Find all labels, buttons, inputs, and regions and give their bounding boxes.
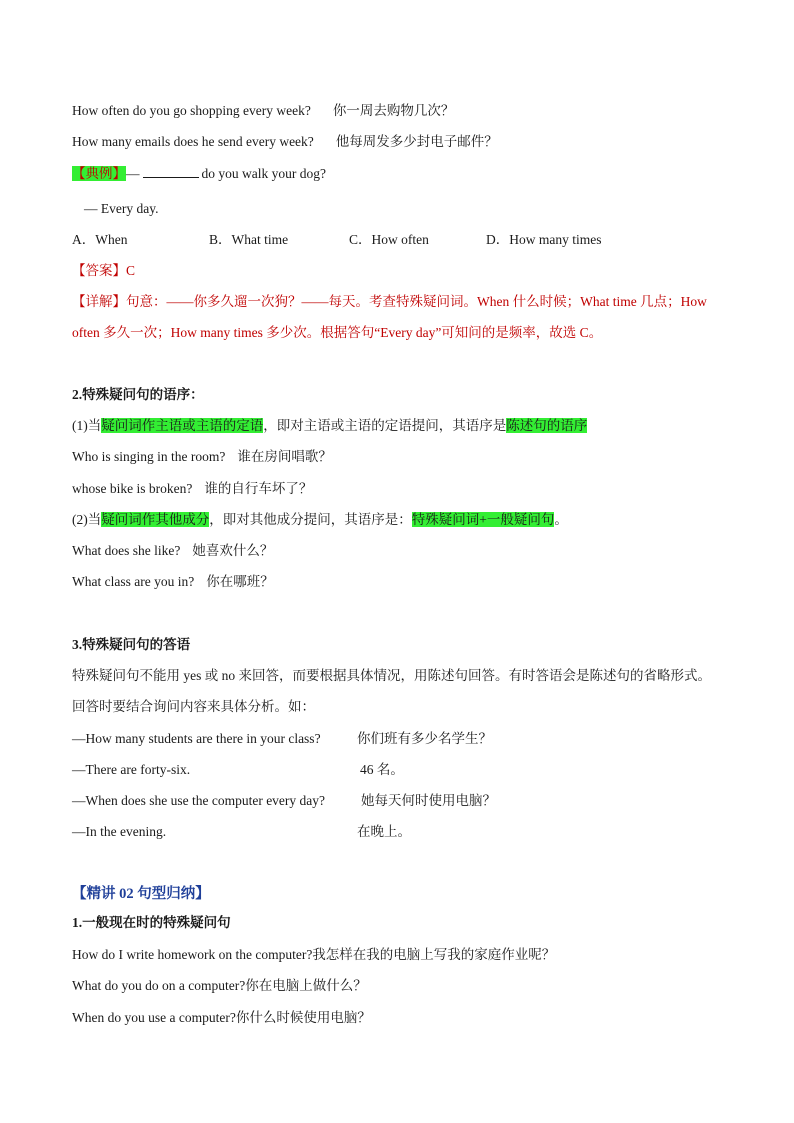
lecture-title: 【精讲 02 句型归纳】 (72, 886, 210, 902)
chinese-translation: 你们班有多少名学生？ (357, 731, 492, 746)
option-a: A．When (72, 232, 128, 247)
dash: — (126, 166, 140, 181)
rule-2 (72, 510, 568, 530)
english-text: How often do you go shopping every week? (72, 103, 311, 118)
rule-1-example-1 (72, 447, 332, 467)
answer-value: C (126, 263, 136, 278)
chinese-translation: 你一周去购物几次？ (332, 103, 455, 118)
english-text: —In the evening. (72, 824, 167, 839)
rule-text: 。 (554, 512, 568, 527)
english-text: What class are you in? (72, 574, 195, 589)
english-text: Who is singing in the room? (72, 449, 226, 464)
highlighted-text: 特殊疑问词+一般疑问句 (411, 512, 555, 527)
english-text: How many emails does he send every week? (72, 134, 314, 149)
chinese-translation: 谁在房间唱歌？ (237, 449, 332, 464)
detail-line-1 (72, 292, 707, 312)
paragraph-2: 回答时要结合询问内容来具体分析。如： (72, 699, 315, 714)
example-answer: — Every day. (84, 201, 159, 216)
dialogue-line-3 (72, 791, 632, 811)
highlighted-text: 疑问词作主语或主语的定语 (101, 418, 264, 433)
pattern-example-1: How do I write homework on the computer?我怎样在我的电脑上写我的家庭作业呢？ (72, 947, 556, 962)
rule-2-example-1 (72, 541, 273, 561)
rule-text: ，即对其他成分提问，其语序是： (209, 512, 412, 527)
answer-tag: 【答案】 (72, 263, 126, 278)
rule-text: (2)当 (72, 512, 102, 527)
example-tag: 【典例】 (72, 166, 126, 181)
example-question (72, 164, 326, 184)
detail-tag: 【详解】 (72, 294, 126, 309)
english-text: whose bike is broken? (72, 481, 193, 496)
chinese-translation: 你在哪班？ (206, 574, 274, 589)
pattern-example-2: What do you do on a computer?你在电脑上做什么？ (72, 978, 367, 993)
rule-2-example-2 (72, 572, 274, 592)
paragraph-1: 特殊疑问句不能用 yes 或 no 来回答，而要根据具体情况，用陈述句回答。有时答语会是陈述句的省略形式。 (72, 668, 711, 683)
highlighted-text: 疑问词作其他成分 (101, 512, 210, 527)
answer-line (72, 261, 135, 281)
option-c: C．How often (349, 232, 429, 247)
chinese-translation: 46 名。 (360, 762, 404, 777)
dialogue-line-4 (72, 822, 632, 842)
rule-1-example-2 (72, 479, 312, 499)
rule-text: (1)当 (72, 418, 102, 433)
section-heading-word-order: 2.特殊疑问句的语序： (72, 387, 204, 402)
english-text: —There are forty-six. (72, 762, 191, 777)
pattern-example-3: When do you use a computer?你什么时候使用电脑？ (72, 1010, 371, 1025)
option-b: B．What time (209, 232, 289, 247)
rule-text: ，即对主语或主语的定语提问，其语序是 (263, 418, 507, 433)
section-heading-present-tense: 1.一般现在时的特殊疑问句 (72, 915, 231, 930)
rule-1 (72, 416, 587, 436)
english-text: —When does she use the computer every day? (72, 793, 326, 808)
highlighted-text: 陈述句的语序 (506, 418, 588, 433)
example-sentence-1 (72, 101, 454, 121)
section-heading-answers: 3.特殊疑问句的答语 (72, 637, 191, 652)
english-text: What does she like? (72, 543, 181, 558)
dialogue-line-1 (72, 729, 632, 749)
chinese-translation: 在晚上。 (357, 824, 411, 839)
example-sentence-2 (72, 132, 498, 152)
blank-line (143, 165, 199, 178)
chinese-translation: 她每天何时使用电脑？ (361, 793, 496, 808)
chinese-translation: 谁的自行车坏了？ (204, 481, 313, 496)
detail-line-2: often 多久一次；How many times 多少次。根据答句“Every day”可知问的是频率，故选 C。 (72, 325, 603, 340)
chinese-translation: 他每周发多少封电子邮件？ (335, 134, 498, 149)
english-text: —How many students are there in your class? (72, 731, 321, 746)
option-d: D．How many times (486, 232, 602, 247)
chinese-translation: 她喜欢什么？ (192, 543, 274, 558)
detail-text: 句意：——你多久遛一次狗？——每天。考查特殊疑问词。When 什么时候；What time 几点；How (126, 294, 707, 309)
question-text: do you walk your dog? (201, 166, 326, 181)
dialogue-line-2 (72, 760, 632, 780)
